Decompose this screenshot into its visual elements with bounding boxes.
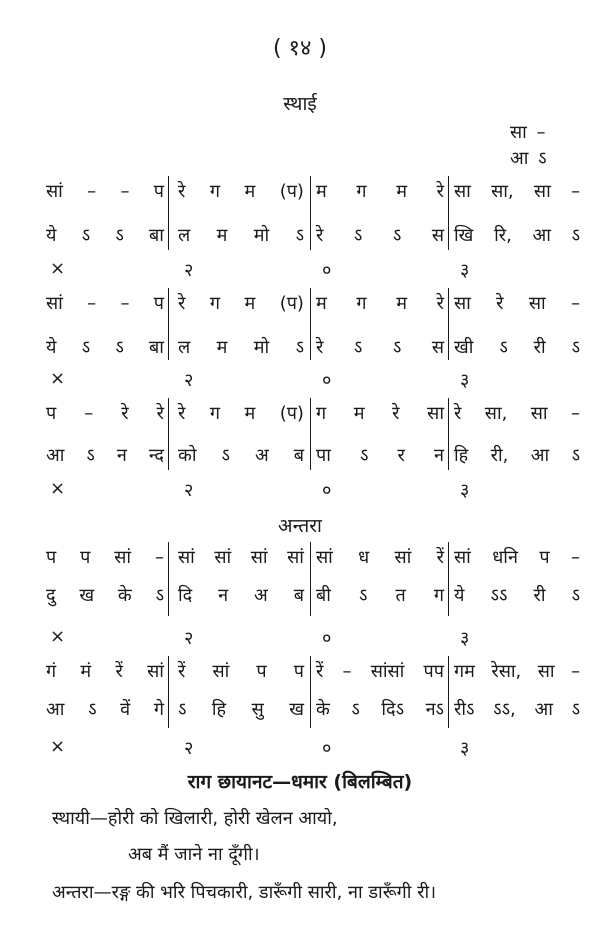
swara: –: [570, 660, 580, 682]
swara: –: [571, 180, 580, 202]
beat-group: [316, 400, 444, 426]
taal-mark: ×: [50, 626, 66, 647]
swara: सां: [212, 661, 230, 682]
taal-mark: २: [184, 628, 194, 649]
swara: –: [120, 292, 130, 314]
swara: गं: [46, 661, 57, 682]
swara: बा: [149, 337, 164, 358]
swara: गे: [153, 699, 164, 720]
beat-group: [454, 696, 580, 722]
swara: प: [539, 547, 550, 568]
beat-group: [316, 222, 444, 248]
notation-row: [44, 658, 584, 684]
beat-group: [454, 544, 580, 570]
notation-row: [44, 290, 584, 316]
swara: न: [434, 445, 444, 466]
notation-row: [44, 442, 584, 468]
notation-row: [44, 334, 584, 360]
taal-marks: [44, 626, 584, 650]
swara: सां: [46, 293, 63, 314]
beat-group: [46, 658, 164, 684]
swara: सा: [530, 403, 548, 424]
swara: स: [431, 225, 444, 246]
swara: दु: [46, 585, 56, 606]
taal-mark: ०: [322, 370, 332, 391]
beat-group: [178, 442, 304, 468]
swara: ख: [79, 585, 95, 606]
swara: म: [396, 293, 407, 314]
swara: ऽ: [81, 225, 91, 246]
swara: म: [216, 337, 228, 358]
swara: प: [153, 293, 164, 314]
beat-group: [178, 178, 304, 204]
swara: न: [116, 445, 127, 466]
intro-lyrics: आ ऽ: [510, 148, 549, 169]
swara: आ: [46, 445, 65, 466]
taal-marks: [44, 478, 584, 502]
swara: प: [46, 547, 57, 568]
swara: दिऽ: [381, 699, 404, 720]
swara: सां: [214, 547, 232, 568]
swara: म: [396, 181, 407, 202]
swara: रे: [436, 181, 444, 202]
swara: र: [397, 445, 405, 466]
taal-marks: [44, 736, 584, 760]
taal-mark: ०: [322, 738, 332, 759]
division-bar: [310, 288, 311, 360]
swara: रे: [496, 293, 504, 314]
swara: अ: [254, 585, 268, 606]
swara: मो: [253, 337, 270, 358]
division-bar: [168, 288, 169, 360]
swara: त: [395, 585, 406, 606]
taal-marks: [44, 258, 584, 282]
swara: खि: [454, 225, 474, 246]
swara: रे: [178, 293, 186, 314]
beat-group: [178, 334, 304, 360]
swara: ऽ: [295, 337, 304, 358]
swara: के: [117, 585, 132, 606]
swara: सा: [454, 293, 471, 314]
division-bar: [448, 656, 449, 728]
beat-group: [46, 222, 164, 248]
beat-group: [178, 400, 304, 426]
taal-mark: ×: [50, 478, 66, 499]
beat-group: [454, 442, 580, 468]
swara: प: [293, 661, 304, 682]
taal-mark: २: [184, 480, 194, 501]
swara: –: [120, 180, 130, 202]
swara: म: [244, 293, 256, 314]
notation-row: [44, 582, 584, 608]
swara: ब: [293, 445, 304, 466]
swara: के: [316, 699, 330, 720]
swara: ऽ: [81, 337, 91, 358]
swara: ख: [289, 699, 304, 720]
swara: –: [154, 546, 164, 568]
beat-group: [46, 582, 164, 608]
beat-group: [316, 582, 444, 608]
beat-group: [454, 658, 580, 684]
swara: –: [342, 660, 352, 682]
division-bar: [310, 656, 311, 728]
page-number: ( १४ ): [272, 36, 328, 61]
swara: न: [218, 585, 229, 606]
swara: नऽ: [425, 699, 444, 720]
swara: –: [84, 402, 94, 424]
swara: ऽऽ,: [493, 699, 516, 720]
swara: म: [316, 181, 327, 202]
beat-group: [316, 334, 444, 360]
swara: ऽ: [571, 699, 580, 720]
taal-mark: ०: [322, 628, 332, 649]
swara: सां: [287, 547, 304, 568]
swara: आ: [532, 225, 551, 246]
swara: ऽ: [392, 225, 402, 246]
swara: को: [178, 445, 197, 466]
swara: सां: [114, 547, 132, 568]
beat-group: [454, 290, 580, 316]
beat-group: [454, 582, 580, 608]
swara: ऽ: [155, 585, 164, 606]
swara: ऽ: [86, 445, 95, 466]
swara: न्द: [148, 445, 164, 466]
swara: –: [570, 546, 580, 568]
swara: हि: [454, 445, 469, 466]
swara: ऽ: [571, 585, 580, 606]
taal-mark: ०: [322, 260, 332, 281]
swara: ऽ: [353, 225, 363, 246]
swara: ऽ: [88, 699, 97, 720]
intro-notes: सा –: [510, 122, 548, 143]
swara: रे: [121, 403, 129, 424]
division-bar: [310, 398, 311, 470]
division-bar: [448, 542, 449, 616]
taal-mark: ३: [460, 738, 470, 759]
beat-group: [178, 582, 304, 608]
swara: पा: [316, 445, 331, 466]
swara: ऽ: [351, 699, 360, 720]
swara: रे: [454, 403, 462, 424]
swara: –: [571, 402, 580, 424]
beat-group: [178, 290, 304, 316]
notation-row: [44, 696, 584, 722]
notation-row: [44, 544, 584, 570]
notation-row: [44, 400, 584, 426]
swara: ऽ: [295, 225, 304, 246]
swara: गम: [454, 661, 475, 682]
swara: प: [153, 181, 164, 202]
swara: ये: [46, 337, 57, 358]
beat-group: [316, 442, 444, 468]
swara: म: [244, 181, 256, 202]
swara: सा: [454, 181, 471, 202]
swara: म: [244, 403, 256, 424]
swara: बी: [316, 585, 331, 606]
beat-group: [46, 442, 164, 468]
swara: रें: [115, 661, 123, 682]
swara: रें: [178, 661, 186, 682]
taal-mark: ०: [322, 480, 332, 501]
swara: –: [87, 180, 97, 202]
swara: आ: [530, 445, 550, 466]
swara: म: [316, 293, 327, 314]
beat-group: [454, 400, 580, 426]
swara: (प): [279, 181, 304, 202]
swara: प: [80, 547, 91, 568]
beat-group: [46, 544, 164, 570]
swara: खी: [454, 337, 474, 358]
swara: री,: [490, 445, 509, 466]
division-bar: [448, 288, 449, 360]
beat-group: [316, 178, 444, 204]
swara: ऽ: [221, 445, 230, 466]
swara: सां: [394, 547, 412, 568]
swara: आ: [46, 699, 65, 720]
swara: ग: [209, 403, 220, 424]
swara: सा: [533, 181, 551, 202]
beat-group: [316, 544, 444, 570]
swara: सा,: [484, 403, 508, 424]
swara: सा: [427, 403, 444, 424]
swara: रे: [178, 181, 186, 202]
swara: ग: [433, 585, 444, 606]
taal-mark: ३: [460, 260, 470, 281]
beat-group: [316, 696, 444, 722]
beat-group: [46, 334, 164, 360]
beat-group: [46, 178, 164, 204]
swara: मो: [253, 225, 270, 246]
swara: प: [256, 661, 267, 682]
swara: ऽ: [571, 225, 580, 246]
swara: सां: [46, 181, 63, 202]
swara: –: [87, 292, 97, 314]
swara: –: [571, 292, 580, 314]
beat-group: [454, 334, 580, 360]
swara: ग: [316, 403, 327, 424]
swara: ऽ: [359, 585, 368, 606]
swara: ऽ: [115, 225, 124, 246]
taal-mark: ×: [50, 736, 66, 757]
division-bar: [168, 542, 169, 616]
beat-group: [454, 222, 580, 248]
swara: म: [216, 225, 228, 246]
swara: सां: [147, 661, 164, 682]
swara: रे: [316, 337, 324, 358]
swara: ध: [358, 547, 370, 568]
swara: अ: [254, 445, 269, 466]
swara: रि,: [494, 225, 512, 246]
swara: सां: [454, 547, 471, 568]
swara: वें: [120, 699, 131, 720]
beat-group: [46, 400, 164, 426]
swara: रे: [316, 225, 324, 246]
swara: हि: [211, 699, 227, 720]
swara: रीऽ: [454, 699, 475, 720]
sthayi-heading: स्थाई: [283, 93, 317, 115]
swara: बा: [149, 225, 164, 246]
swara: ऽ: [115, 337, 124, 358]
swara: रे: [156, 403, 164, 424]
swara: रे: [436, 293, 444, 314]
swara: ब: [293, 585, 304, 606]
sthayi-lyrics-line-1: स्थायी—होरी को खिलारी, होरी खेलन आयो,: [52, 808, 338, 829]
taal-mark: ३: [460, 628, 470, 649]
division-bar: [168, 398, 169, 470]
taal-mark: ×: [50, 368, 66, 389]
beat-group: [316, 290, 444, 316]
division-bar: [310, 542, 311, 616]
swara: धनि: [492, 547, 518, 568]
taal-mark: २: [184, 260, 194, 281]
swara: सां: [178, 547, 195, 568]
swara: ग: [356, 181, 367, 202]
swara: सां: [316, 547, 333, 568]
antara-lyrics-line: अन्तरा—रङ्ग की भरि पिचकारी, डारूँगी सारी, ना डारूँगी री।: [52, 882, 437, 903]
swara: स: [431, 337, 444, 358]
beat-group: [178, 696, 304, 722]
beat-group: [46, 290, 164, 316]
sthayi-lyrics-line-2: अब मैं जाने ना दूँगी।: [128, 844, 260, 865]
swara: ग: [356, 293, 367, 314]
swara: सा,: [491, 181, 514, 202]
beat-group: [454, 178, 580, 204]
taal-mark: ३: [460, 370, 470, 391]
swara: रें: [436, 547, 444, 568]
swara: ऽ: [360, 445, 369, 466]
notation-row: [44, 178, 584, 204]
swara: ऽ: [178, 699, 187, 720]
taal-mark: ×: [50, 258, 66, 279]
swara: ऽ: [392, 337, 402, 358]
swara: ऽ: [353, 337, 363, 358]
swara: री: [533, 337, 546, 358]
beat-group: [178, 222, 304, 248]
beat-group: [178, 544, 304, 570]
swara: ऽ: [571, 337, 580, 358]
swara: सां: [250, 547, 268, 568]
raag-title: राग छायानट—धमार (बिलम्बित): [187, 771, 413, 793]
beat-group: [178, 658, 304, 684]
swara: दि: [178, 585, 193, 606]
swara: सा: [528, 293, 546, 314]
taal-marks: [44, 368, 584, 392]
swara: रें: [316, 661, 324, 682]
swara: ऽ: [571, 445, 580, 466]
swara: ग: [209, 293, 220, 314]
notation-row: [44, 222, 584, 248]
swara: ग: [209, 181, 220, 202]
swara: पप: [423, 661, 444, 682]
division-bar: [168, 656, 169, 728]
division-bar: [448, 176, 449, 250]
swara: ऽ: [499, 337, 508, 358]
swara: सु: [251, 699, 264, 720]
swara: रेसा,: [491, 661, 522, 682]
swara: प: [46, 403, 57, 424]
swara: ये: [454, 585, 465, 606]
taal-mark: ३: [460, 480, 470, 501]
taal-mark: २: [184, 738, 194, 759]
swara: सांसां: [370, 661, 405, 682]
beat-group: [316, 658, 444, 684]
swara: रे: [178, 403, 186, 424]
swara: सा: [537, 661, 555, 682]
swara: मं: [80, 661, 92, 682]
swara: (प): [279, 403, 304, 424]
swara: ल: [178, 225, 191, 246]
swara: ऽऽ: [490, 585, 508, 606]
division-bar: [448, 398, 449, 470]
division-bar: [168, 176, 169, 250]
beat-group: [46, 696, 164, 722]
swara: री: [533, 585, 546, 606]
swara: रे: [392, 403, 400, 424]
swara: (प): [279, 293, 304, 314]
division-bar: [310, 176, 311, 250]
swara: आ: [534, 699, 553, 720]
swara: ल: [178, 337, 191, 358]
swara: ये: [46, 225, 57, 246]
swara: म: [353, 403, 365, 424]
antara-heading: अन्तरा: [278, 515, 322, 537]
taal-mark: २: [184, 370, 194, 391]
